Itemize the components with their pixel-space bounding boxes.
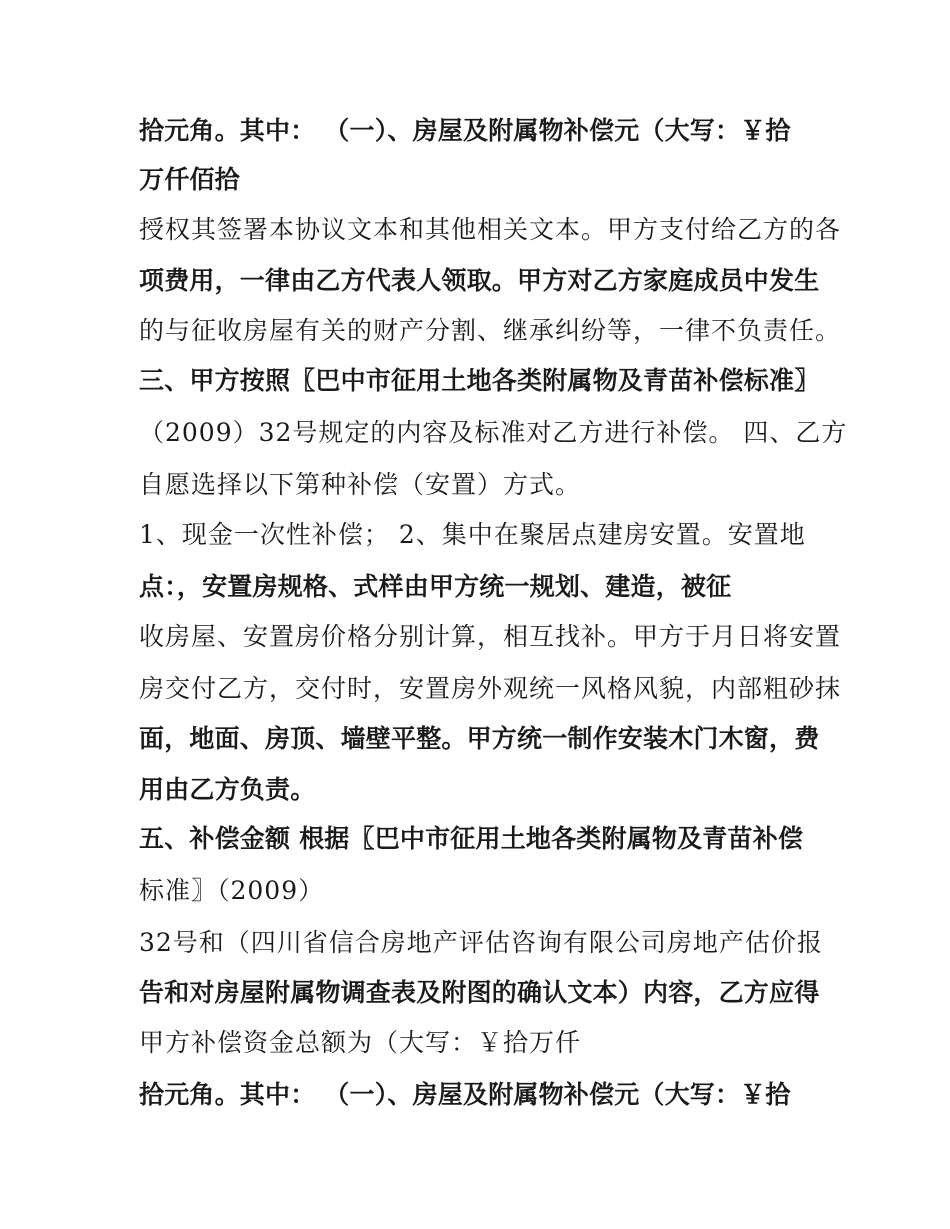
text-line: 拾元角。其中： （一）、房屋及附属物补偿元（大写：￥拾 xyxy=(139,116,791,145)
text-line: 1、现金一次性补偿； 2、集中在聚居点建房安置。安置地 xyxy=(139,520,806,549)
text-line: 房交付乙方，交付时，安置房外观统一风格风貌，内部粗砂抹 xyxy=(139,674,842,703)
text-line: 告和对房屋附属物调查表及附图的确认文本）内容，乙方应得 xyxy=(139,978,820,1007)
text-line: 授权其签署本协议文本和其他相关文本。甲方支付给乙方的各 xyxy=(139,215,842,244)
text-line: 万仟佰拾 xyxy=(139,165,240,194)
text-line: 收房屋、安置房价格分别计算，相互找补。甲方于月日将安置 xyxy=(139,622,842,651)
text-line: 项费用，一律由乙方代表人领取。甲方对乙方家庭成员中发生 xyxy=(139,266,820,295)
text-line: 的与征收房屋有关的财产分割、继承纠纷等，一律不负责任。 xyxy=(139,316,842,345)
text-line: 点：，安置房规格、式样由甲方统一规划、建造，被征 xyxy=(139,572,732,601)
text-line: 甲方补偿资金总额为（大写：￥拾万仟 xyxy=(139,1028,582,1057)
text-line: （2009）32号规定的内容及标准对乙方进行补偿。 四、乙方 xyxy=(139,418,848,447)
text-line: 用由乙方负责。 xyxy=(139,775,316,804)
text-line: 面，地面、房顶、墙壁平整。甲方统一制作安装木门木窗，费 xyxy=(139,724,820,753)
text-line: 自愿选择以下第种补偿（安置）方式。 xyxy=(139,470,582,499)
text-line: 32号和（四川省信合房地产评估咨询有限公司房地产估价报 xyxy=(139,928,823,957)
text-line: 三、甲方按照〖巴中市征用土地各类附属物及青苗补偿标准〗 xyxy=(139,366,820,395)
text-line: 标准〗（2009） xyxy=(139,876,325,905)
text-line: 五、补偿金额 根据〖巴中市征用土地各类附属物及青苗补偿 xyxy=(139,824,804,853)
text-line: 拾元角。其中： （一）、房屋及附属物补偿元（大写：￥拾 xyxy=(139,1080,791,1109)
